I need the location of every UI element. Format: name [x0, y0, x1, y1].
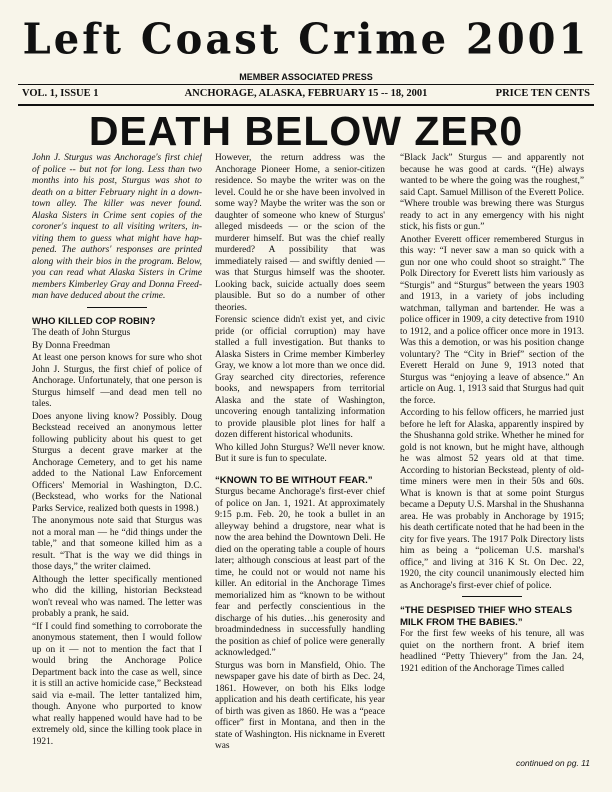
body-paragraph: Who killed John Sturgus? We'll never know. But it sure is fun to speculate.	[215, 442, 385, 464]
masthead-rule-top	[18, 84, 594, 85]
body-paragraph: The anonymous note said that Sturgus was not a moral man — he “did things under the table,” and that someone killed him as a result. “That is the way we did things in those days,” the writer claimed.	[32, 516, 202, 572]
price: PRICE TEN CENTS	[495, 88, 590, 99]
member-press-line: MEMBER ASSOCIATED PRESS	[239, 72, 373, 82]
body-paragraph: Forensic science didn't exist yet, and civic pride (or official corruption) may have stalled a full investigation. But thanks to Alaska Sisters in Crime member Kimberley Gray, we know a lot more than we once did. Gray searched city directories, reference books, and newspapers from territorial Alaska and the state of Washington, uncovering enough tantalizing information to provide plausible plot lines for half a dozen different historical whodunits.	[215, 315, 385, 440]
article-byline: By Donna Freedman	[32, 340, 111, 351]
column-3	[400, 153, 584, 777]
body-paragraph: However, the return address was the Anchorage Pioneer Home, a senior-citizen residence. So maybe the writer was on the level. Could he or she have been involved in some way? Maybe the writer was the son or daughter of someone who knew of Sturgus' alleged misdeeds — or the scion of the murderer himself. But was the chief really murdered? A possibility that was immediately raised — and swiftly denied — was that Sturgus himself was the shooter. Looking back, suicide actually does seem plausible. But so do a number of other theories.	[215, 153, 385, 313]
body-paragraph: Sturgus became Anchorage's first-ever chief of police on Jan. 1, 1921. At approximately 9:15 p.m. Feb. 20, he took a bullet in an alleyway behind a drugstore, near what is now the area behind the Downtown Deli. He died on the operating table a couple of hours later; although conscious at least part of the time, he could not or would not name his killer. An editorial in the Anchorage Times memorialized him as “known to be without fear and perfectly conscientious in the discharge of his duties…his generosity and broadmindedness in successfully handling the position as chief of police were generally acknowledged.”	[215, 487, 385, 658]
body-paragraph: Sturgus was born in Mansfield, Ohio. The newspaper gave his date of birth as Dec. 24, 1861. However, on both his Elks lodge application and his death certificate, his year of birth was given as 1860. He was a “peace officer” first in Montana, and then in the state of Washington. His nickname in Everett was	[215, 660, 385, 751]
body-paragraph: Although the letter specifically mentioned who did the killing, historian Beckstead won't reveal who was named. The letter was probably a prank, he said.	[32, 574, 202, 619]
body-paragraph: Does anyone living know? Possibly. Doug Beckstead received an anonymous letter following publicity about his quest to get Sturgus a decent grave marker at the Anchorage Cemetery, and to get his name added to the National Law Enforcement Officers' Memorial in Washington, D.C. (Beckstead, who works for the National Parks Service, realized both quests in 1998.)	[32, 411, 202, 514]
headline: DEATH BELOW ZER0	[88, 108, 524, 154]
section-subhead: “KNOWN TO BE WITHOUT FEAR.”	[215, 474, 373, 486]
body-paragraph: Another Everett officer remembered Sturgus in this way: “I never saw a man so quick with a gun nor one who could shoot so straight.” The Polk Directory for Everett lists him variously as “Sturgis” and “Sturgus” between the years 1903 and 1913, in a variety of jobs including watchman, tallyman and bartender. He was a police officer in 1909, a city detective from 1910 to 1912, and a police officer once more in 1913. Was this a demotion, or was his position change voluntary? The “City in Brief” section of the Everett Herald on June 9, 1913 noted that Sturgus was “enjoying a leave of absence.” An article on Aug. 1, 1913 said that Sturgus had quit the force.	[400, 234, 584, 406]
intro-paragraph: John J. Sturgus was Anchorage's first chief of police -- but not for long. Less than two months into his post, Sturgus was shot to death on a bitter February night in a down-town alley. The killer was never found. Alaska Sisters in Crime sent copies of the coroner's inquest to all visiting writers, in-viting them to guess what might have hap-pened. The authors' responses are printed along with their bios in the program. Below, you can read what Alaska Sisters in Crime members Kimberley Gray and Donna Freed-man have deduced about the crime.	[32, 153, 202, 301]
continued-link[interactable]: continued on pg. 11	[515, 758, 590, 768]
masthead-title: Left Coast Crime 2001	[22, 14, 590, 65]
location-date: ANCHORAGE, ALASKA, FEBRUARY 15 -- 18, 2001	[184, 88, 428, 99]
masthead-rule-bottom	[18, 104, 594, 106]
body-paragraph: “Black Jack” Sturgus — and apparently not because he was good at cards. “(He) always wanted to be where the going was the roughest,” said Capt. Samuel Millison of the Everett Police. “Where trouble was brewing there was Sturgus ready to act in any emergency with his night stick, his fists or gun.”	[400, 153, 584, 232]
body-paragraph: “If I could find something to corroborate the anonymous statement, then I would follow up on it — not to mention the fact that I would bring the Anchorage Police Department back into the case as well, since it is still an active homicide case,” Beckstead said via e-mail. The letter tantalized him, though. Anyone who purported to know what really happened would have had to be extremely old, since the killing took place in 1921.	[32, 621, 202, 747]
article-dek: The death of John Sturgus	[32, 328, 131, 338]
section-divider	[87, 307, 147, 308]
body-paragraph: According to his fellow officers, he married just before he left for Alaska, apparently inspired by the Shushanna gold strike. Whether he mined for gold is not known, but he might have, although he was almost 52 years old at that time. According to historian Beckstead, plenty of old-time miners were men in their 50s and 60s. What is known is that at some point Sturgus became a Deputy U.S. Marshal in the Shushanna area. He was probably in Anchorage by 1915; his death certificate noted that he had been in the city for five years. The 1917 Polk Directory lists him as being a “policeman U.S. marshal's office,” and living at 316 K St. On Dec. 22, 1920, the city council unanimously elected him as Anchorage's first-ever chief of police.	[400, 408, 584, 591]
column-1	[32, 153, 202, 777]
article-subhead: WHO KILLED COP ROBIN?	[32, 315, 156, 327]
section-divider	[462, 596, 522, 597]
volume-issue: VOL. 1, ISSUE 1	[22, 88, 99, 99]
section-subhead: “THE DESPISED THIEF WHO STEALS MILK FROM THE BABIES.”	[400, 605, 573, 628]
body-paragraph: At least one person knows for sure who shot John J. Sturgus, the first chief of police of Anchorage. Unfortunately, that one person is Sturgus himself —and dead men tell no tales.	[32, 353, 202, 409]
body-paragraph: For the first few weeks of his tenure, all was quiet on the northern front. A brief item headlined “Petty Thievery” from the Jan. 24, 1921 edition of the Anchorage Times called	[400, 629, 584, 674]
column-2	[215, 153, 385, 777]
issue-bar	[22, 88, 590, 102]
